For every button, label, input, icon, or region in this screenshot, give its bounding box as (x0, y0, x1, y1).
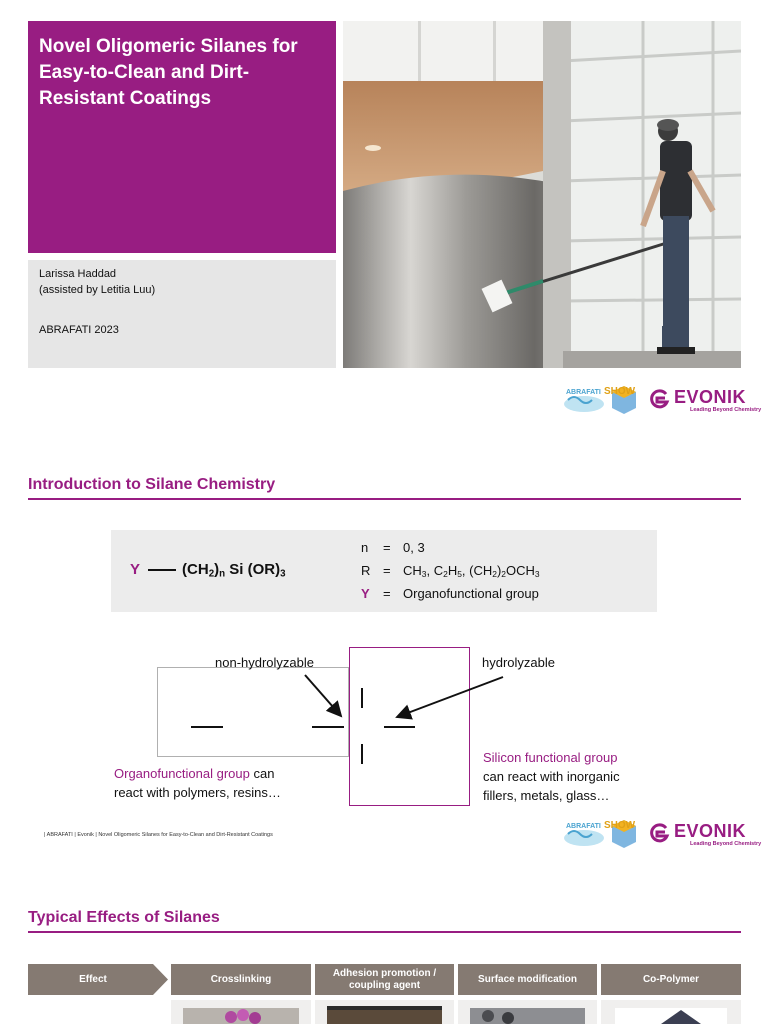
evonik-wordmark: EVONIK (674, 387, 747, 407)
slide-title-line-1: Novel Oligomeric Silanes for (39, 36, 298, 57)
bond-line-middle (312, 726, 344, 728)
footer-logos-1 (562, 380, 762, 418)
slide2-title: Introduction to Silane Chemistry (28, 476, 276, 493)
organo-caption-line-1: Organofunctional group can (114, 766, 275, 781)
formula-y: Y (130, 561, 141, 578)
co-polymer-image (601, 1000, 741, 1024)
author-name: Larissa Haddad (39, 268, 117, 280)
silicon-caption-line-2: fillers, metals, glass… (483, 788, 610, 803)
organo-caption-line-2: react with polymers, resins… (114, 785, 281, 800)
event-name: ABRAFATI 2023 (39, 324, 119, 336)
bond-line-top (361, 688, 363, 708)
silicon-caption-line-1: can react with inorganic (483, 769, 620, 784)
bond-line-bottom (361, 744, 363, 764)
label-nonhydrolyzable: non-hydrolyzable (215, 655, 315, 670)
evonik-tagline: Leading Beyond Chemistry (690, 841, 762, 847)
author-assistant: (assisted by Letitia Luu) (39, 284, 156, 296)
footer-logos-2 (562, 814, 762, 852)
slide2-title-rule (28, 498, 741, 500)
evonik-wordmark: EVONIK (674, 821, 747, 841)
formula-panel (111, 530, 657, 612)
organofunctional-box (157, 667, 349, 757)
column-surface-modification: Surface modification (458, 964, 597, 995)
author-panel (28, 260, 336, 368)
slide-footer: | ABRAFATI | Evonik | Novel Oligomeric Silanes for Easy-to-Clean and Dirt-Resistant Coatings (44, 832, 273, 838)
legend-y: Y = Organofunctional group (361, 586, 539, 601)
slide3-title: Typical Effects of Silanes (28, 909, 220, 926)
column-crosslinking: Crosslinking (171, 964, 311, 995)
legend-r: $R = CH_3$, $C_2H_5$, $(CH_2)_2OCH_3$ (361, 563, 540, 580)
evonik-logo-mark (650, 389, 670, 409)
legend-n: n = 0, 3 (361, 540, 425, 555)
column-adhesion: Adhesion promotion / coupling agent (315, 964, 454, 995)
bond-line-right (384, 726, 415, 728)
column-co-polymer: Co-Polymer (601, 964, 741, 995)
abrafati-text: ABRAFATI (566, 823, 601, 830)
abrafati-text: ABRAFATI (566, 389, 601, 396)
formula-bond (148, 569, 176, 571)
bond-line-left (191, 726, 223, 728)
title-panel (28, 21, 336, 253)
surface-modification-image (458, 1000, 597, 1024)
silicon-caption-label: Silicon functional group (483, 750, 618, 765)
silane-formula: Y $(CH_2)_n$ Si $(OR)_3$ (130, 561, 286, 580)
effect-label: Effect (79, 974, 107, 985)
cover-photo (343, 21, 741, 368)
evonik-logo-mark (650, 823, 670, 843)
slide-title-line-3: Resistant Coatings (39, 88, 212, 109)
label-hydrolyzable: hydrolyzable (482, 655, 555, 670)
slide-title-line-2: Easy-to-Clean and Dirt- (39, 62, 250, 83)
show-text: SHOW (604, 820, 636, 831)
adhesion-image (315, 1000, 454, 1024)
evonik-tagline: Leading Beyond Chemistry (690, 407, 762, 413)
show-text: SHOW (604, 386, 636, 397)
crosslinking-image (171, 1000, 311, 1024)
slide3-title-rule (28, 931, 741, 933)
